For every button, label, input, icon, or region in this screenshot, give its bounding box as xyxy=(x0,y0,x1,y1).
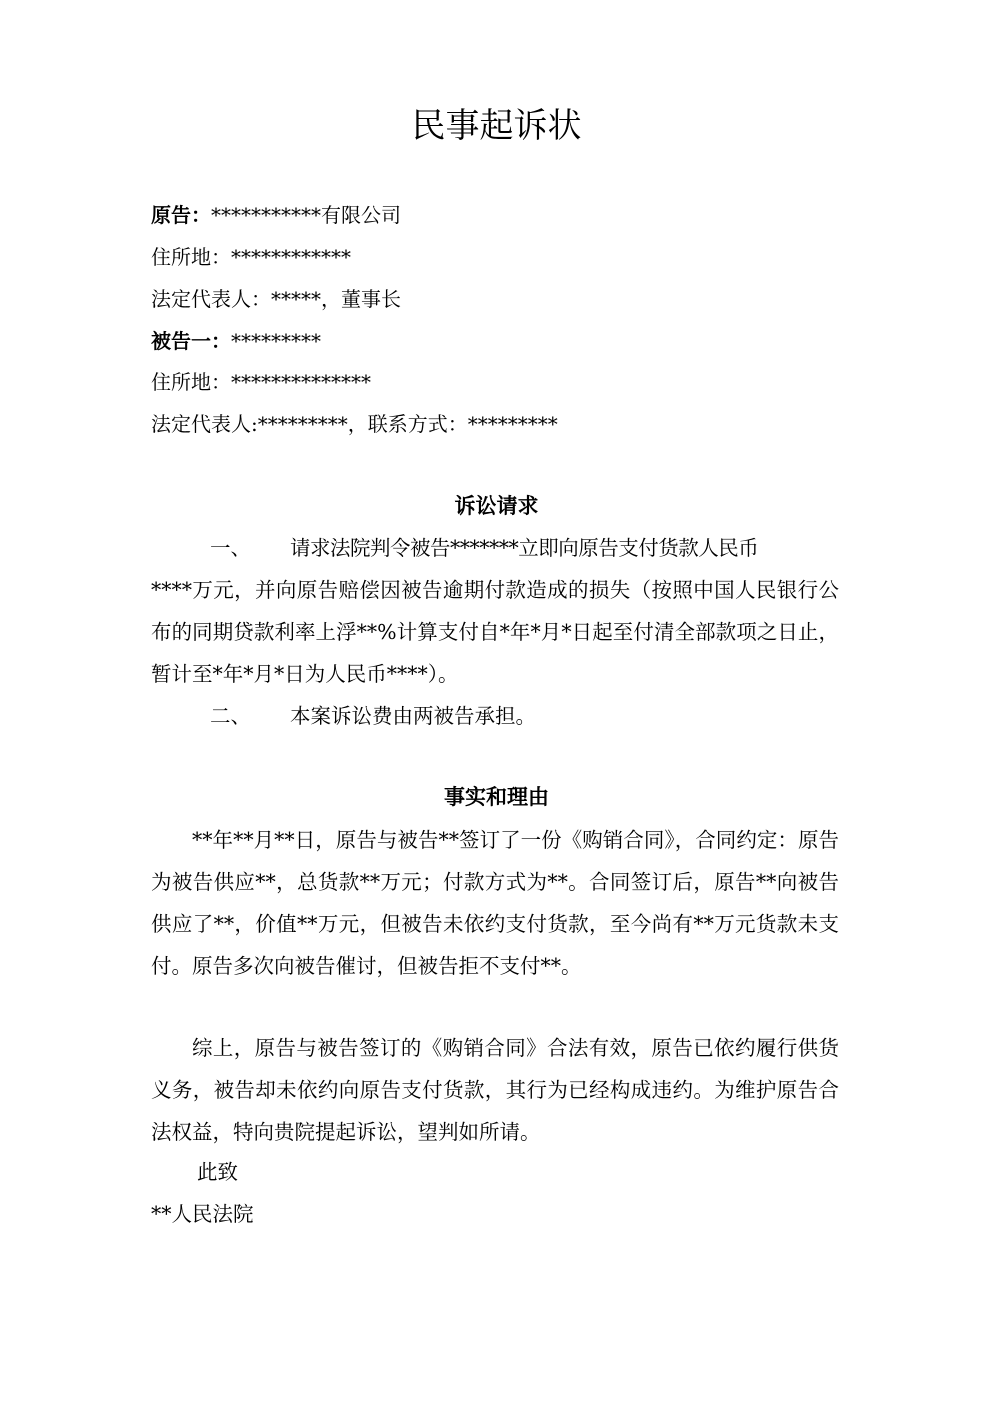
court-name: **人民法院 xyxy=(151,1202,254,1226)
defendant-line xyxy=(151,325,321,357)
plaintiff-line xyxy=(151,199,401,231)
salutation: 此致 xyxy=(197,1160,238,1184)
plaintiff-representative: 法定代表人：*****，董事长 xyxy=(151,287,401,311)
defendant-representative: 法定代表人:*********，联系方式：********* xyxy=(151,412,558,436)
document-title: 民事起诉状 xyxy=(411,106,582,146)
claim-2-number: 二、 xyxy=(210,704,251,728)
defendant-value: ********* xyxy=(231,329,321,353)
claim-2-text: 本案诉讼费由两被告承担。 xyxy=(290,704,536,728)
plaintiff-value: ***********有限公司 xyxy=(211,203,401,227)
facts-paragraph-2: 综上，原告与被告签订的《购销合同》合法有效，原告已依约履行供货义务，被告却未依约向原告支付货款，其行为已经构成违约。为维护原告合法权益，特向贵院提起诉讼，望判如所请。 xyxy=(151,1036,839,1144)
claim-1-number: 一、 xyxy=(210,536,251,560)
claim-1-first-line: 请求法院判令被告*******立即向原告支付货款人民币 xyxy=(290,536,759,560)
claims-heading: 诉讼请求 xyxy=(454,493,539,518)
facts-paragraph-1: **年**月**日，原告与被告**签订了一份《购销合同》，合同约定：原告为被告供应**，总货款**万元；付款方式为**。合同签订后，原告**向被告供应了**，价值**万元，但被告未依约支付货款，至今尚有**万元货款未支付。原告多次向被告催讨，但被告拒不支付**。 xyxy=(151,828,839,978)
defendant-label: 被告一： xyxy=(151,329,231,353)
defendant-address: 住所地：************** xyxy=(151,370,371,394)
claim-1-continuation: ****万元，并向原告赔偿因被告逾期付款造成的损失（按照中国人民银行公布的同期贷款利率上浮**%计算支付自*年*月*日起至付清全部款项之日止，暂计至*年*月*日为人民币****）。 xyxy=(151,578,839,686)
plaintiff-address: 住所地：************ xyxy=(151,245,351,269)
plaintiff-label: 原告： xyxy=(151,203,211,227)
facts-heading: 事实和理由 xyxy=(444,784,549,809)
